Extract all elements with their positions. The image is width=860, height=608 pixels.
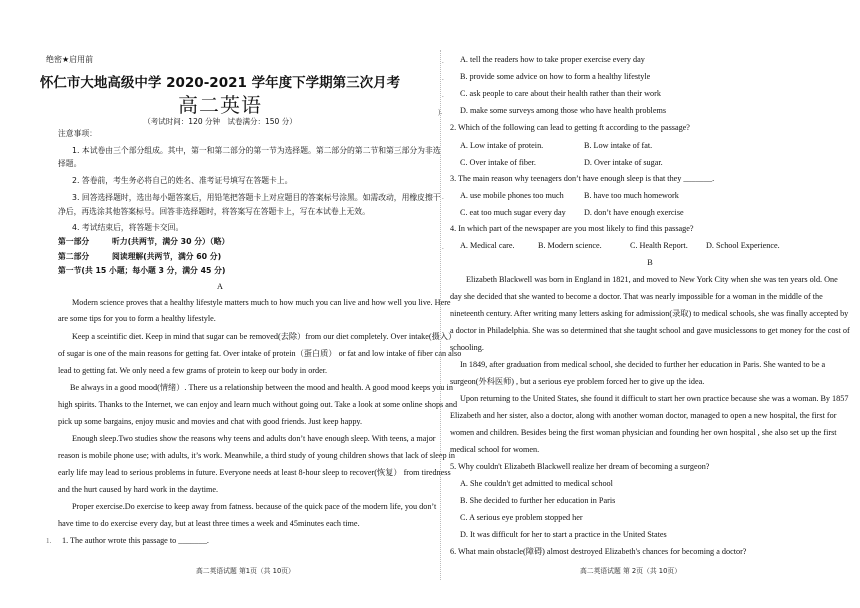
note-line: 择题。 [58,159,82,168]
option-a: A. Low intake of protein. [460,141,544,150]
option-d: D. make some surveys among those who have health problems [460,106,667,115]
passage-line: Enough sleep.Two studies show the reasons why teens and adults don’t have enough sleep. With teens, a major [72,434,436,443]
notes-heading: 注意事项： [58,129,97,138]
passage-line: a doctor in Philadelphia. She was so determined that she taught school and gave musiclessons to get money for the cost of [450,326,850,335]
passage-line: have time to do exercise every day, but at least three times a week and 45minutes each time. [58,519,360,528]
option-b: B. have too much homework [584,191,679,200]
note-line: 净后，再选涂其他答案标号。回答非选择题时，将答案写在答题卡上，写在本试卷上无效。 [58,207,370,216]
passage-line: Be always in a good mood(情绪）. There us a relationship between the mood and health. A good mood keeps you in [70,383,453,392]
passage-line: In 1849, after graduation from medical school, she decided to further her education in Paris. She wanted to be a [460,360,826,369]
passage-line: women and children. Besides being the first woman physician and founding her own hospital , she also set up the first [450,428,837,437]
passage-line: medical school for women. [450,445,540,454]
option-a: A. She couldn't get admitted to medical school [460,479,613,488]
margin-mark: . [442,74,444,82]
passage-line: of sugar is one of the main reasons for getting fat. Over intake of protein（蛋白质） or fat and low intake of fiber can also [58,349,462,358]
option-d: D. don’t have enough exercise [584,208,684,217]
time-info: （考试时间：120 分钟 试卷满分：150 分） [143,117,297,126]
margin-mark: . [442,91,444,99]
passage-line: nineteenth century. After writing many letters asking for admission(录取) to medical schools, she was finally accepted by [450,309,849,318]
question-3-stem: 3. The main reason why teenagers don’t have enough sleep is that they _______. [450,174,715,183]
option-a: A. use mobile phones too much [460,191,564,200]
option-d: D. School Experience. [706,241,780,250]
question-6-stem: 6. What main obstacle(障碍) almost destroyed Elizabeth's chances for becoming a doctor? [450,547,747,556]
page-two [440,0,860,608]
option-c: C. Over intake of fiber. [460,158,536,167]
option-b: B. Modern science. [538,241,602,250]
option-d: D. It was difficult for her to start a practice in the United States [460,530,667,539]
passage-b-label: B [647,258,653,267]
option-b: B. provide some advice on how to form a healthy lifestyle [460,72,651,81]
passage-line: Proper exercise.Do exercise to keep away from fatness. because of the quick pace of the modern life, you don’t [72,502,437,511]
secret-label: 绝密★启用前 [46,55,94,64]
passage-line: are some tips for you to form a healthy lifestyle. [58,314,216,323]
passage-line: Modern science proves that a healthy lifestyle matters much to how much you can live and how well you live. Here [72,298,451,307]
margin-number: 1. [46,537,52,545]
passage-line: surgeon(外科医师) , but a serious eye problem forced her to give up the idea. [450,377,705,386]
option-c: C. ask people to care about their health rather than their work [460,89,661,98]
margin-mark: . [442,57,444,65]
passage-line: lead to getting fat. We only need a few grams of protein to keep our body in order. [58,366,328,375]
part-two-label: 第二部分 [58,252,90,261]
passage-line: Upon returning to the United States, she found it difficult to start her own practice because she was a woman. By 1857 [460,394,849,403]
passage-line: early life may lead to serious problems in future. Everyone needs at least 8-hour sleep to recover(恢复） from tiredness [58,468,451,477]
question-2-stem: 2. Which of the following can lead to getting ft according to the passage? [450,123,690,132]
part-one-label: 第一部分 [58,237,90,246]
passage-line: schooling. [450,343,484,352]
option-b: B. She decided to further her education in Paris [460,496,616,505]
question-5-stem: 5. Why couldn't Elizabeth Blackwell realize her dream of becoming a surgeon? [450,462,710,471]
margin-mark: . [442,193,444,201]
question-1-stem: 1. The author wrote this passage to _______. [62,536,209,545]
note-line: 4. 考试结束后，将答题卡交回。 [72,223,184,232]
option-a: A. Medical care. [460,241,515,250]
option-a: A. tell the readers how to take proper exercise every day [460,55,645,64]
part-two-desc: 阅读理解(共两节，满分 60 分) [112,252,222,261]
passage-line: high spirits. Thanks to the Internet, we can enjoy and learn much without going out. Take a look at some online shops and [58,400,458,409]
option-d: D. Over intake of sugar. [584,158,663,167]
passage-line: reason is mobile phone use; with adults, it’s work. Meanwhile, a third study of young children shows that lack of sleep in [58,451,456,460]
passage-line: Elizabeth Blackwell was born in England in 1821, and moved to New York City when she was ten years old. One [466,275,838,284]
passage-line: day she decided that she wanted to become a doctor. That was nearly impossible for a woman in the middle of the [450,292,823,301]
footer-page-one: 高二英语试题 第1页（共 10页） [196,567,295,575]
question-4-stem: 4. In which part of the newspaper are you most likely to find this passage? [450,224,694,233]
subject-title: 高二英语 [178,93,262,117]
footer-page-two: 高二英语试题 第 2页（共 10页） [580,567,682,575]
margin-mark: . [442,243,444,251]
option-c: C. A serious eye problem stopped her [460,513,583,522]
exam-title: 怀仁市大地高级中学 2020-2021 学年度下学期第三次月考 [39,75,401,91]
option-b: B. Low intake of fat. [584,141,653,150]
passage-a-label: A [217,282,223,291]
passage-line: pick up some bargains, enjoy music and movies and chat with good friends. Just keep happy. [58,417,363,426]
passage-line: Keep a sceintific diet. Keep in mind that sugar can be removed(去除）from our diet completely. Over intake(摄入） [72,332,457,341]
option-c: C. eat too much sugar every day [460,208,566,217]
option-c: C. Health Report. [630,241,688,250]
passage-line: Elizabeth and her sister, also a doctor, along with another woman doctor, managed to open a new hospital, the first for [450,411,837,420]
note-line: 2. 答卷前，考生务必将自己的姓名、准考证号填写在答题卡上。 [72,176,293,185]
section-one-heading: 第一节(共 15 小题；每小题 3 分，满分 45 分) [58,266,226,275]
note-line: 3. 回答选择题时，选出每小题答案后，用铅笔把答题卡上对应题目的答案标号涂黑。如需改动，用橡皮擦干 [72,193,441,202]
part-one-desc: 听力(共两节，满分 30 分）（略） [112,237,230,246]
passage-line: and the hurt caused by hard work in the daytime. [58,485,219,494]
margin-mark: ). [438,108,443,116]
note-line: 1. 本试卷由三个部分组成。其中，第一和第二部分的第一节为选择题。第二部分的第二节和第三部分为非选 [72,146,441,155]
